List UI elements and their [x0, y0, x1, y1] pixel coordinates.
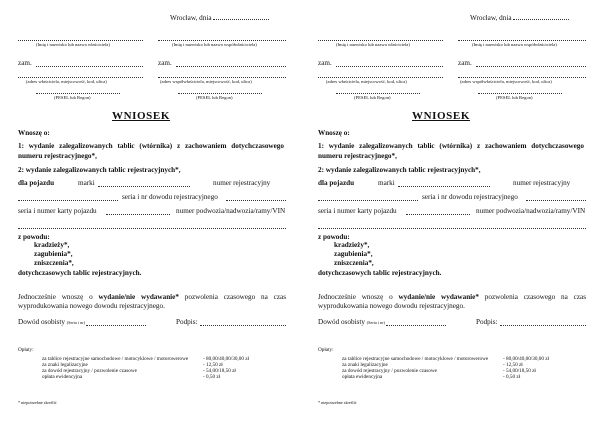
reason-theft[interactable]: kradzieży*, — [34, 241, 70, 249]
coowner-pesel-caption: (PESEL lub Regon) — [496, 95, 533, 100]
plate-number-line[interactable] — [318, 200, 418, 201]
vehicle-row — [18, 179, 54, 187]
make-label: marki — [378, 179, 395, 187]
card-label: seria i numer karty pojazdu — [18, 207, 97, 215]
fee-label-registration: opłata ewidencyjna — [342, 374, 383, 380]
make-label: marki — [78, 179, 95, 187]
date-dots — [513, 11, 569, 20]
signature-label: Podpis: — [176, 318, 198, 326]
vehicle-label: dla pojazdu — [318, 179, 355, 187]
date-field[interactable] — [470, 11, 569, 22]
option-1[interactable]: 1: wydanie zalegalizowanych tablic (wtórnika) z zachowaniem dotychczasowego numeru rejestracyjnego*, — [318, 142, 584, 160]
coowner-address-line-2[interactable] — [158, 77, 286, 78]
coowner-address-caption: (adres współwłaściciela, miejscowość, kod, ulica) — [460, 79, 552, 84]
coowner-name-line[interactable] — [458, 40, 586, 41]
fee-value-registration: - 0,50 zł — [203, 374, 221, 380]
temp-permit-text-2: pozwolenia czasowego na czas wyprodukowania nowego dowodu rejestracyjnego. — [318, 293, 586, 310]
id-label: Dowód osobisty — [318, 318, 365, 326]
fees-header: Opłaty: — [318, 347, 334, 353]
fee-value-plates: - 80,00/40,00/30,00 zł — [203, 356, 249, 362]
footnote: * niepotrzebne skreślić — [18, 400, 57, 405]
owner-name-line[interactable] — [318, 40, 443, 41]
fee-label-document: za dowód rejestracyjny / pozwolenie czasowe — [342, 368, 437, 374]
reason-footer: dotychczasowych tablic rejestracyjnych. — [318, 269, 442, 277]
reg-doc-label: seria i nr dowodu rejestracyjnego — [122, 193, 218, 201]
vehicle-row — [318, 179, 354, 187]
application-form-right — [300, 0, 600, 424]
fee-value-document: - 54,00/18,50 zł — [203, 368, 236, 374]
id-label: Dowód osobisty — [18, 318, 65, 326]
id-row — [318, 318, 385, 326]
vin-label: numer podwozia/nadwozia/ramy/VIN — [176, 207, 286, 215]
id-line[interactable] — [386, 325, 446, 326]
owner-name-caption: (Imię i nazwisko lub nazwa właściciela) — [36, 42, 110, 47]
id-row — [18, 318, 85, 326]
coowner-address-prefix: zam. — [458, 59, 472, 67]
fees-header: Opłaty: — [18, 347, 34, 353]
plate-number-label: numer rejestracyjny — [213, 179, 271, 187]
temp-permit-choice[interactable]: wydanie/nie wydawanie* — [398, 293, 479, 301]
id-sub-label: (Seria i nr) — [366, 320, 385, 325]
temp-permit-text-2: pozwolenia czasowego na czas wyprodukowania nowego dowodu rejestracyjnego. — [18, 293, 286, 310]
owner-pesel-line[interactable] — [336, 93, 420, 94]
temp-permit-text-1: Jednocześnie wnoszę o — [18, 293, 99, 301]
coowner-address-line[interactable] — [176, 66, 286, 67]
form-title: WNIOSEK — [112, 110, 170, 122]
coowner-address-line[interactable] — [476, 66, 586, 67]
fee-value-document: - 54,00/18,50 zł — [503, 368, 536, 374]
owner-name-line[interactable] — [18, 40, 143, 41]
vehicle-label: dla pojazdu — [18, 179, 55, 187]
owner-address-prefix: zam. — [18, 59, 32, 67]
fee-label-stickers: za znaki legalizacyjne — [42, 362, 88, 368]
coowner-name-caption: (Imię i nazwisko lub nazwa współwłaściciela) — [472, 42, 557, 47]
city-date-label: Wrocław, dnia — [470, 14, 512, 22]
owner-pesel-caption: (PESEL lub Regon) — [54, 95, 91, 100]
reg-doc-line[interactable] — [226, 200, 286, 201]
option-1[interactable]: 1: wydanie zalegalizowanych tablic (wtórnika) z zachowaniem dotychczasowego numeru rejestracyjnego*, — [18, 142, 284, 160]
fee-label-document: za dowód rejestracyjny / pozwolenie czasowe — [42, 368, 137, 374]
card-line[interactable] — [406, 214, 470, 215]
owner-pesel-line[interactable] — [36, 93, 120, 94]
make-line[interactable] — [398, 186, 490, 187]
option-2[interactable]: 2: wydanie zalegalizowanych tablic rejestracyjnych*, — [318, 166, 481, 174]
fee-label-stickers: za znaki legalizacyjne — [342, 362, 388, 368]
owner-address-line-2[interactable] — [318, 77, 443, 78]
request-header: Wnoszę o: — [318, 129, 350, 137]
make-line[interactable] — [98, 186, 190, 187]
reg-doc-label: seria i nr dowodu rejestracyjnego — [422, 193, 518, 201]
fee-value-stickers: - 12,50 zł — [503, 362, 523, 368]
reason-destroyed[interactable]: zniszczenia*, — [334, 259, 374, 267]
owner-name-caption: (Imię i nazwisko lub nazwa właściciela) — [336, 42, 410, 47]
coowner-name-caption: (Imię i nazwisko lub nazwa współwłaściciela) — [172, 42, 257, 47]
id-sub-label: (Seria i nr) — [66, 320, 85, 325]
reg-doc-line[interactable] — [526, 200, 586, 201]
coowner-pesel-line[interactable] — [178, 93, 262, 94]
temp-permit-text — [18, 293, 286, 311]
option-2[interactable]: 2: wydanie zalegalizowanych tablic rejestracyjnych*, — [18, 166, 181, 174]
card-label: seria i numer karty pojazdu — [318, 207, 397, 215]
coowner-address-caption: (adres współwłaściciela, miejscowość, kod, ulica) — [160, 79, 252, 84]
vin-line[interactable] — [18, 228, 286, 229]
fee-label-plates: za tablice rejestracyjne samochodowe / motocyklowe / motorowerowe — [42, 356, 189, 362]
date-dots — [213, 11, 269, 20]
coowner-pesel-caption: (PESEL lub Regon) — [196, 95, 233, 100]
reason-footer: dotychczasowych tablic rejestracyjnych. — [18, 269, 142, 277]
plate-number-label: numer rejestracyjny — [513, 179, 571, 187]
owner-address-line[interactable] — [336, 66, 443, 67]
vin-line[interactable] — [318, 228, 586, 229]
fee-label-registration: opłata ewidencyjna — [42, 374, 83, 380]
owner-address-line[interactable] — [36, 66, 143, 67]
signature-line[interactable] — [500, 325, 586, 326]
coowner-name-line[interactable] — [158, 40, 286, 41]
owner-address-prefix: zam. — [318, 59, 332, 67]
reason-header: z powodu: — [318, 233, 350, 241]
vin-label: numer podwozia/nadwozia/ramy/VIN — [476, 207, 586, 215]
temp-permit-choice[interactable]: wydanie/nie wydawanie* — [98, 293, 179, 301]
reason-lost[interactable]: zagubienia*, — [34, 250, 73, 258]
reason-destroyed[interactable]: zniszczenia*, — [34, 259, 74, 267]
temp-permit-text-1: Jednocześnie wnoszę o — [318, 293, 399, 301]
id-line[interactable] — [86, 325, 146, 326]
coowner-address-line-2[interactable] — [458, 77, 586, 78]
fee-label-plates: za tablice rejestracyjne samochodowe / motocyklowe / motorowerowe — [342, 356, 489, 362]
reason-lost[interactable]: zagubienia*, — [334, 250, 373, 258]
fee-value-registration: - 0,50 zł — [503, 374, 521, 380]
coowner-pesel-line[interactable] — [478, 93, 562, 94]
signature-line[interactable] — [200, 325, 286, 326]
fee-value-plates: - 80,00/40,00/30,00 zł — [503, 356, 549, 362]
owner-pesel-caption: (PESEL lub Regon) — [354, 95, 391, 100]
owner-address-caption: (adres właściciela, miejscowość, kod, ulica) — [26, 79, 107, 84]
city-date-label: Wrocław, dnia — [170, 14, 212, 22]
card-line[interactable] — [106, 214, 170, 215]
owner-address-caption: (adres właściciela, miejscowość, kod, ulica) — [326, 79, 407, 84]
owner-address-line-2[interactable] — [18, 77, 143, 78]
temp-permit-text — [318, 293, 586, 311]
reason-header: z powodu: — [18, 233, 50, 241]
reason-theft[interactable]: kradzieży*, — [334, 241, 370, 249]
date-field[interactable] — [170, 11, 269, 22]
plate-number-line[interactable] — [18, 200, 118, 201]
fee-value-stickers: - 12,50 zł — [203, 362, 223, 368]
coowner-address-prefix: zam. — [158, 59, 172, 67]
request-header: Wnoszę o: — [18, 129, 50, 137]
form-title: WNIOSEK — [412, 110, 470, 122]
signature-label: Podpis: — [476, 318, 498, 326]
footnote: * niepotrzebne skreślić — [318, 400, 357, 405]
